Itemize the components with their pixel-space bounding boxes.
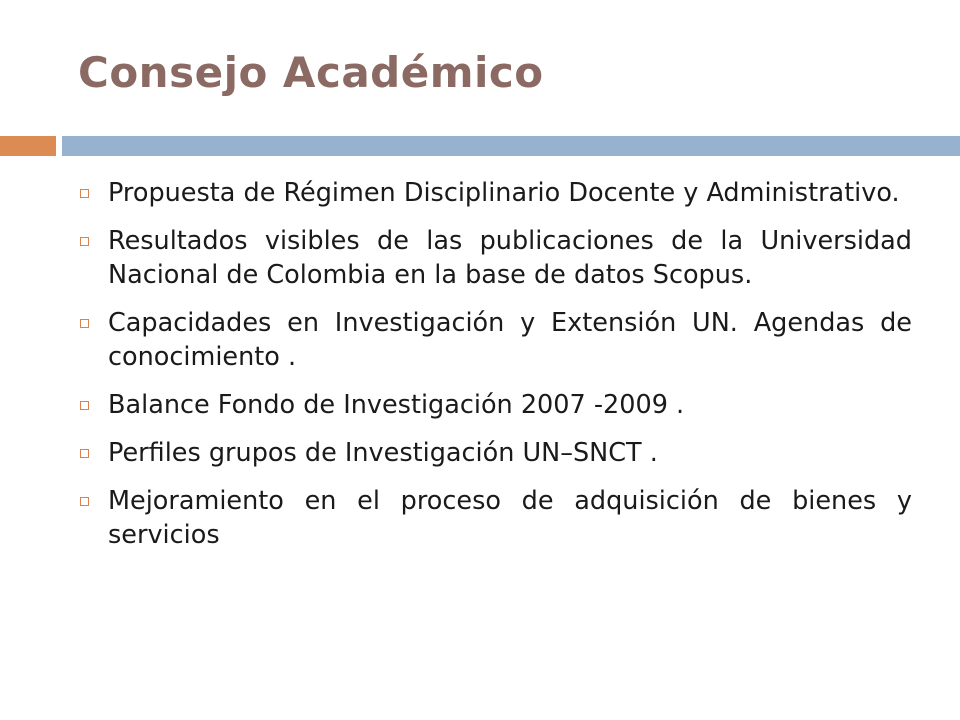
slide-title: Consejo Académico [78,48,544,97]
list-item-text: Mejoramiento en el proceso de adquisición de bienes y servicios [108,486,912,550]
list-item [76,224,912,292]
list-item [76,388,912,422]
list-item-text: Perfiles grupos de Investigación UN–SNCT . [108,438,658,468]
list-item [76,436,912,470]
list-item-text: Propuesta de Régimen Disciplinario Docente y Administrativo. [108,178,900,208]
square-bullet-icon [80,237,89,246]
list-item-text: Capacidades en Investigación y Extensión UN. Agendas de conocimiento . [108,308,912,372]
list-item [76,484,912,552]
square-bullet-icon [80,449,89,458]
list-item [76,306,912,374]
accent-bar-orange [0,136,56,156]
square-bullet-icon [80,319,89,328]
square-bullet-icon [80,189,89,198]
accent-bar-blue [62,136,960,156]
list-item-text: Resultados visibles de las publicaciones de la Universidad Nacional de Colombia en la base de datos Scopus. [108,226,912,290]
bullet-list [76,176,912,566]
list-item-text: Balance Fondo de Investigación 2007 -2009 . [108,390,685,420]
square-bullet-icon [80,497,89,506]
square-bullet-icon [80,401,89,410]
list-item [76,176,912,210]
